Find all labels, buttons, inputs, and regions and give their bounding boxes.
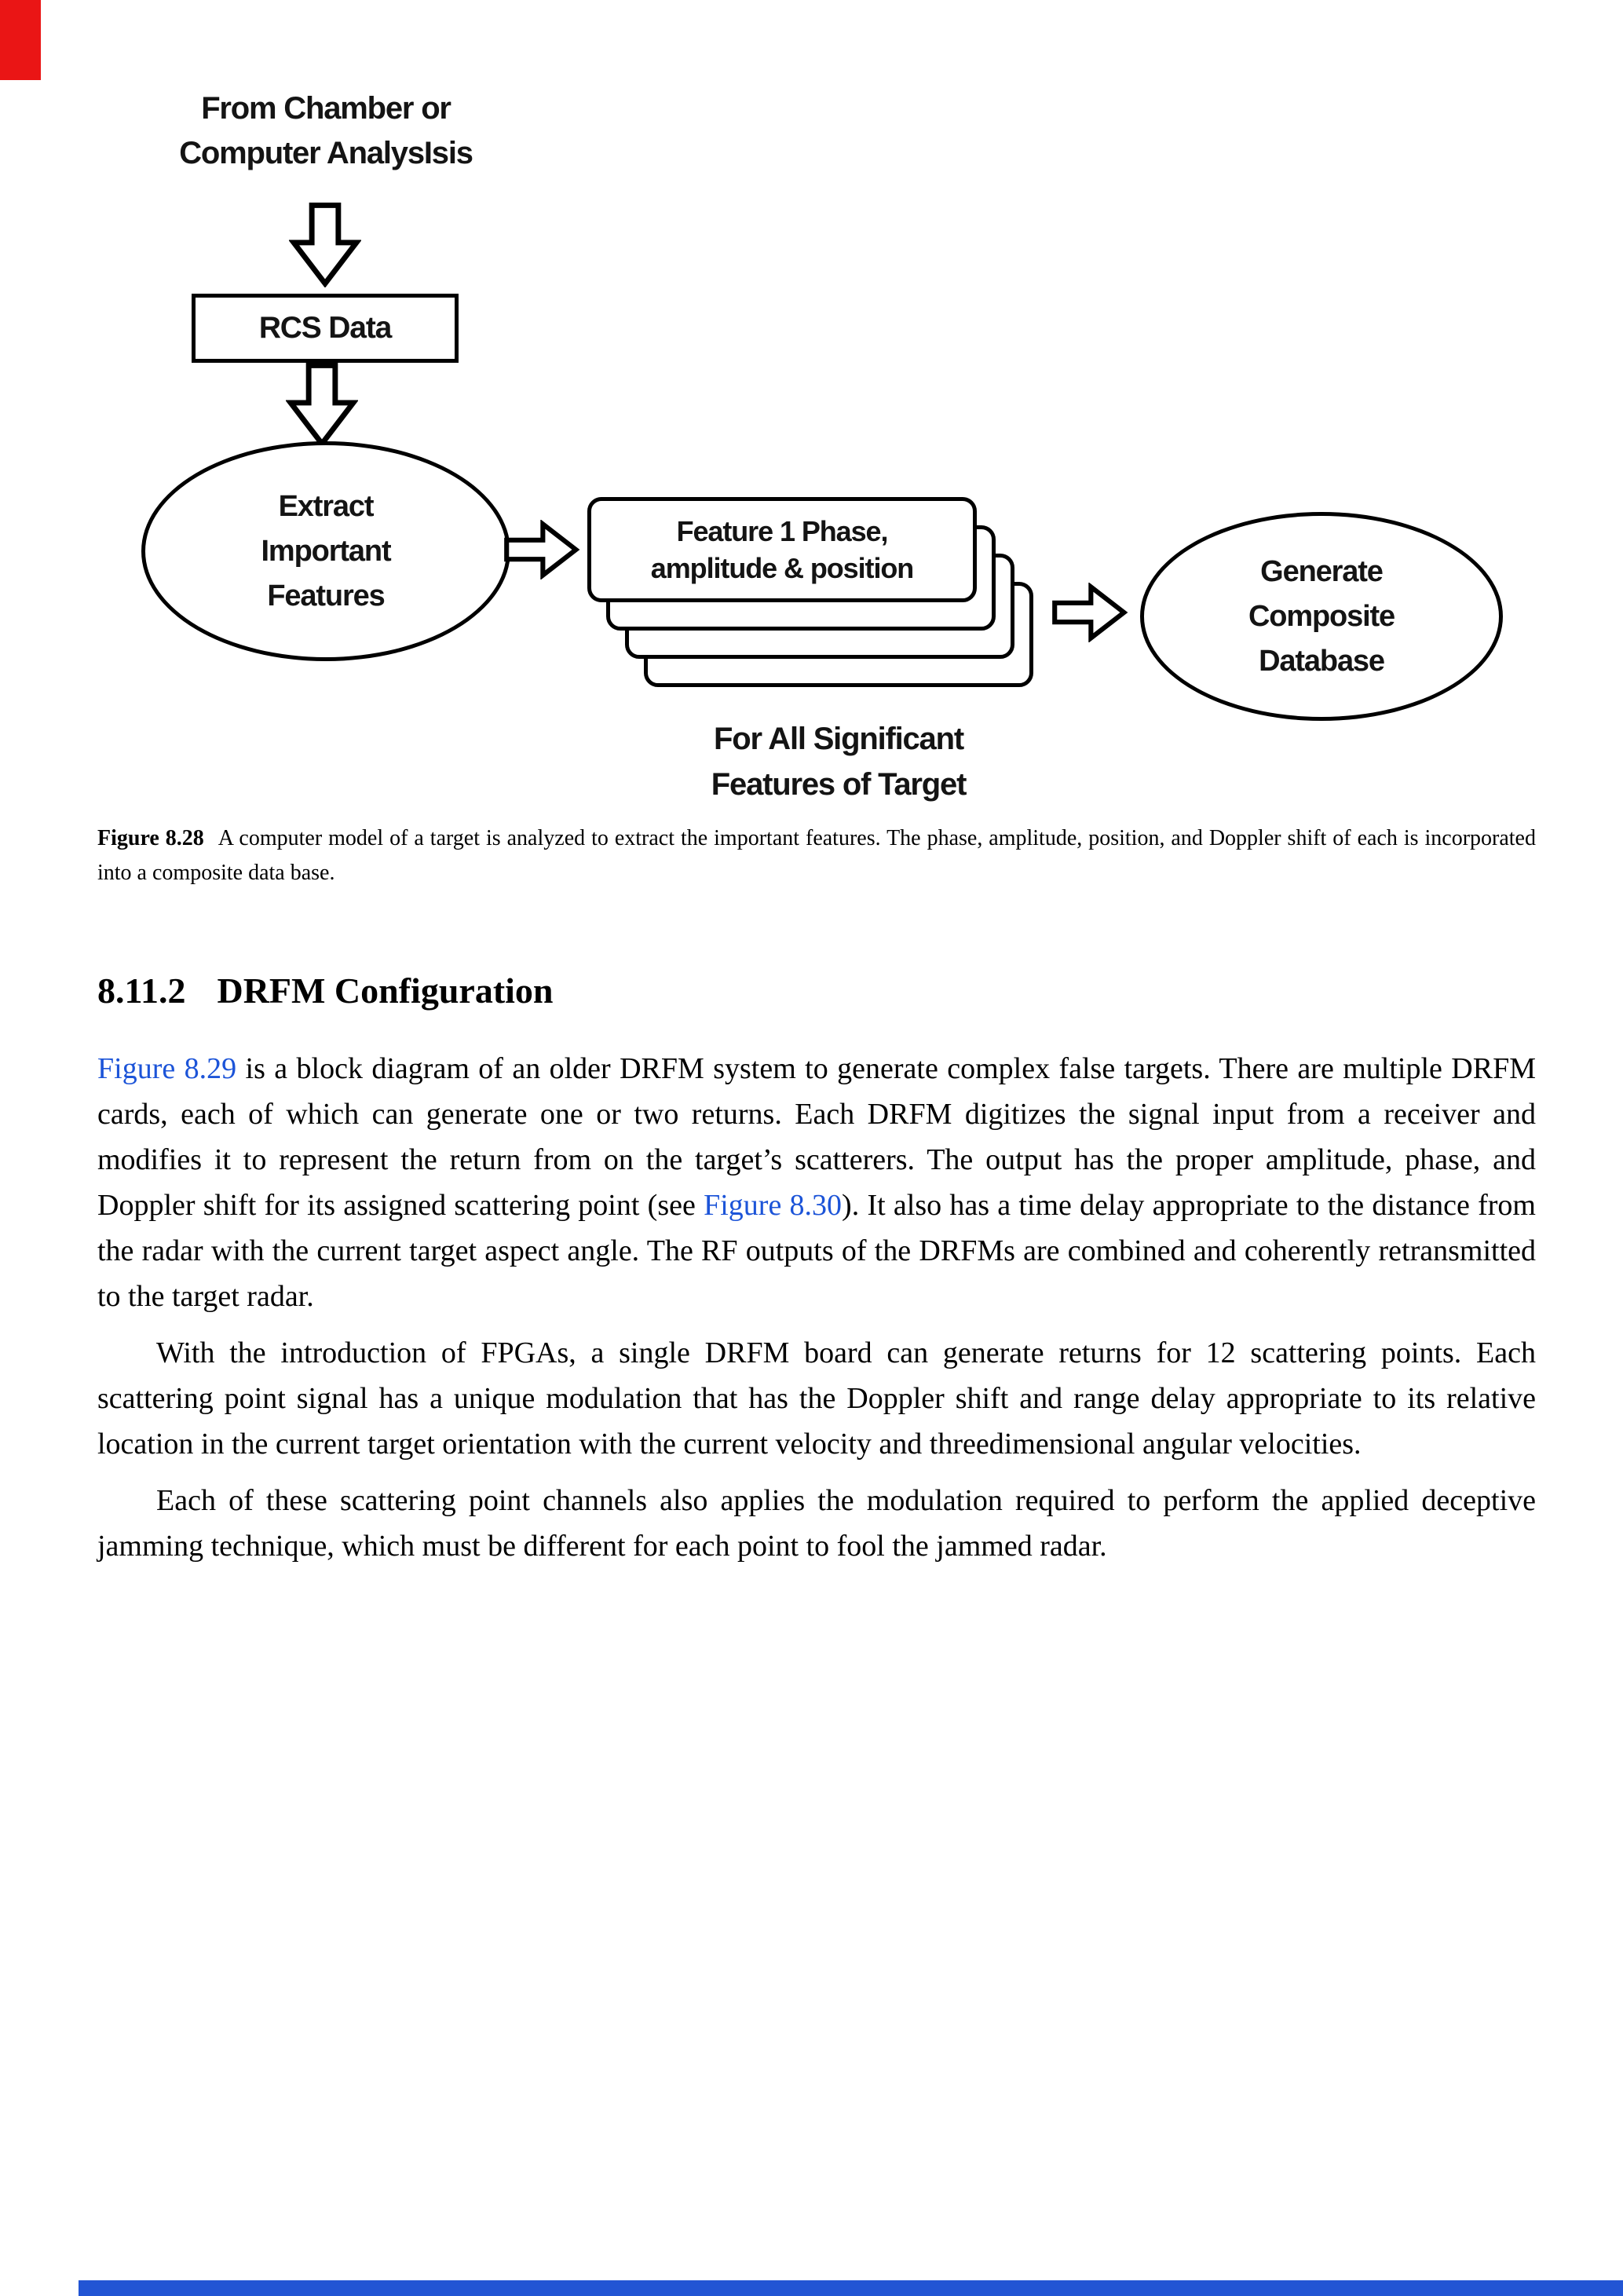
generate-line3: Database [1259,644,1384,678]
stack-caption-line2: Features of Target [711,767,967,802]
rcs-data-box [192,294,459,363]
source-label-line1: From Chamber or [201,91,451,126]
figure-caption-text: A computer model of a target is analyzed to extract the important features. The phase, amplitude, position, and Doppler shift of each is incorporated into a composite data base. [97,826,1536,885]
section-number: 8.11.2 [97,971,186,1011]
feature-card-front [587,497,977,602]
extract-line1: Extract [278,489,374,523]
paragraph-text: is a block diagram of an older DRFM system to generate complex false targets. There are multiple DRFM cards, each of which can generate one or two returns. Each DRFM digitizes the signal input from a receiver and modifies it to represent the return from on the target’s scatterers. The output has the proper amplitude, phase, and Doppler shift for its assigned scattering point (see [97,1052,1536,1222]
feature-card-line1: Feature 1 Phase, [676,515,888,547]
rcs-data-label: RCS Data [258,311,392,345]
generate-line1: Generate [1260,554,1383,588]
figure-diagram [0,0,1623,817]
down-arrow-icon [289,203,361,287]
source-label [122,86,530,176]
section-title: DRFM Configuration [217,971,554,1011]
figure-caption-label: Figure 8.28 [97,826,204,850]
figure-8-30-link[interactable]: Figure 8.30 [704,1189,843,1222]
extract-line2: Important [261,534,391,568]
right-arrow-icon [503,520,581,579]
source-label-line2: Computer AnalysIsis [179,136,473,170]
body-paragraph-2: With the introduction of FPGAs, a single DRFM board can generate returns for 12 scattering points. Each scattering point signal has a unique modulation that has the Doppler shift and range delay appropriate to its relative location in the current target orientation with the current velocity and threedimensional angular velocities. [97,1336,1536,1461]
extract-line3: Features [267,579,385,612]
body-paragraph-1 [97,1046,1536,1319]
extract-features-ellipse [141,441,510,661]
feature-card-line2: amplitude & position [650,552,914,584]
figure-8-29-link[interactable]: Figure 8.29 [97,1052,237,1085]
generate-line2: Composite [1248,599,1395,633]
stack-caption-line1: For All Significant [714,722,963,756]
figure-caption [97,821,1536,890]
section-heading [97,969,1536,1013]
body-paragraph-3: Each of these scattering point channels also applies the modulation required to perform the applied deceptive jamming technique, which must be different for each point to fool the jammed radar. [97,1484,1536,1563]
paragraph-text: ). It also has a time delay appropriate to the distance from the radar with the current target aspect angle. The RF outputs of the DRFMs are combined and coherently retransmitted to the target radar. [97,1189,1536,1313]
text-column [97,821,1536,1580]
right-arrow-icon [1051,583,1129,642]
down-arrow-icon [286,363,358,448]
stack-caption [603,716,1074,807]
bottom-edge-bar [79,2280,1623,2296]
generate-database-ellipse [1140,512,1503,721]
